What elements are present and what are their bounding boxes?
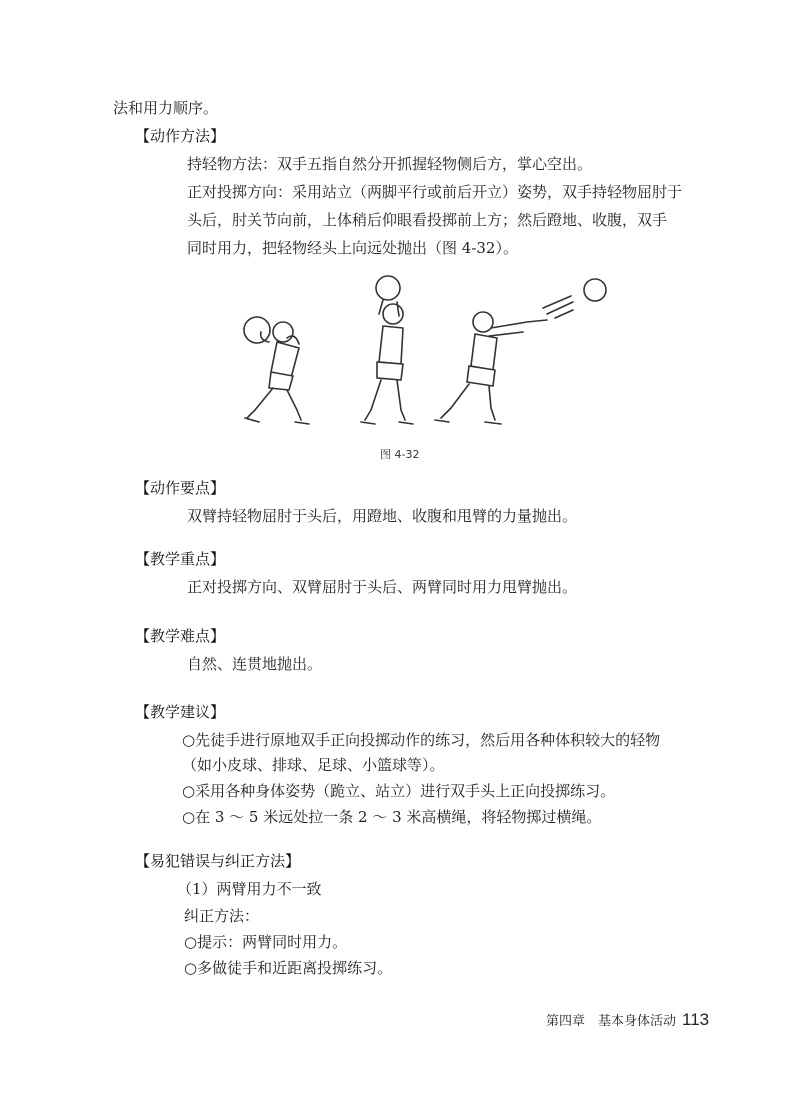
heading-teaching-suggestions: 【教学建议】 <box>135 703 226 721</box>
paragraph-teaching-focus: 正对投掷方向、双臂屈肘于头后、两臂同时用力甩臂抛出。 <box>187 578 578 596</box>
continuation-text: 法和用力顺序。 <box>113 99 219 117</box>
correction-1: ○提示：两臂同时用力。 <box>184 933 348 951</box>
page-footer <box>546 1010 709 1030</box>
paragraph-key-points: 双臂持轻物屈肘于头后，用蹬地、收腹和甩臂的力量抛出。 <box>187 507 578 525</box>
suggestion-1-line-1: ○先徒手进行原地双手正向投掷动作的练习，然后用各种体积较大的轻物 <box>182 731 661 749</box>
figure-caption: 图 4-32 <box>380 448 420 461</box>
chapter-label: 第四章 基本身体活动 <box>546 1014 677 1029</box>
correction-2: ○多做徒手和近距离投掷练习。 <box>184 959 393 977</box>
throwing-sequence-figure <box>225 270 615 440</box>
child-figure-ball-overhead <box>361 276 413 424</box>
correction-label: 纠正方法： <box>184 907 260 925</box>
heading-common-errors: 【易犯错误与纠正方法】 <box>135 852 301 870</box>
paragraph-throw-direction-3: 同时用力，把轻物经头上向远处抛出（图 4-32）。 <box>187 239 518 257</box>
heading-key-points: 【动作要点】 <box>135 479 226 497</box>
suggestion-3: ○在 3 ～ 5 米远处拉一条 2 ～ 3 米高横绳，将轻物掷过横绳。 <box>182 808 602 826</box>
child-figure-wind-up <box>244 317 309 424</box>
error-1-title: （1）两臂用力不一致 <box>177 880 322 898</box>
heading-action-method: 【动作方法】 <box>135 127 226 145</box>
suggestion-2: ○采用各种身体姿势（跪立、站立）进行双手头上正向投掷练习。 <box>182 782 616 800</box>
heading-teaching-difficulty: 【教学难点】 <box>135 627 226 645</box>
heading-teaching-focus: 【教学重点】 <box>135 550 226 568</box>
paragraph-throw-direction-1: 正对投掷方向：采用站立（两脚平行或前后开立）姿势，双手持轻物屈肘于 <box>187 183 683 201</box>
paragraph-holding-method: 持轻物方法：双手五指自然分开抓握轻物侧后方，掌心空出。 <box>187 155 593 173</box>
page-number: 113 <box>682 1010 710 1029</box>
suggestion-1-line-2: （如小皮球、排球、足球、小篮球等）。 <box>182 756 445 774</box>
child-figure-release <box>435 279 606 424</box>
paragraph-teaching-difficulty: 自然、连贯地抛出。 <box>187 655 323 673</box>
paragraph-throw-direction-2: 头后，肘关节向前，上体稍后仰眼看投掷前上方；然后蹬地、收腹，双手 <box>187 211 668 229</box>
